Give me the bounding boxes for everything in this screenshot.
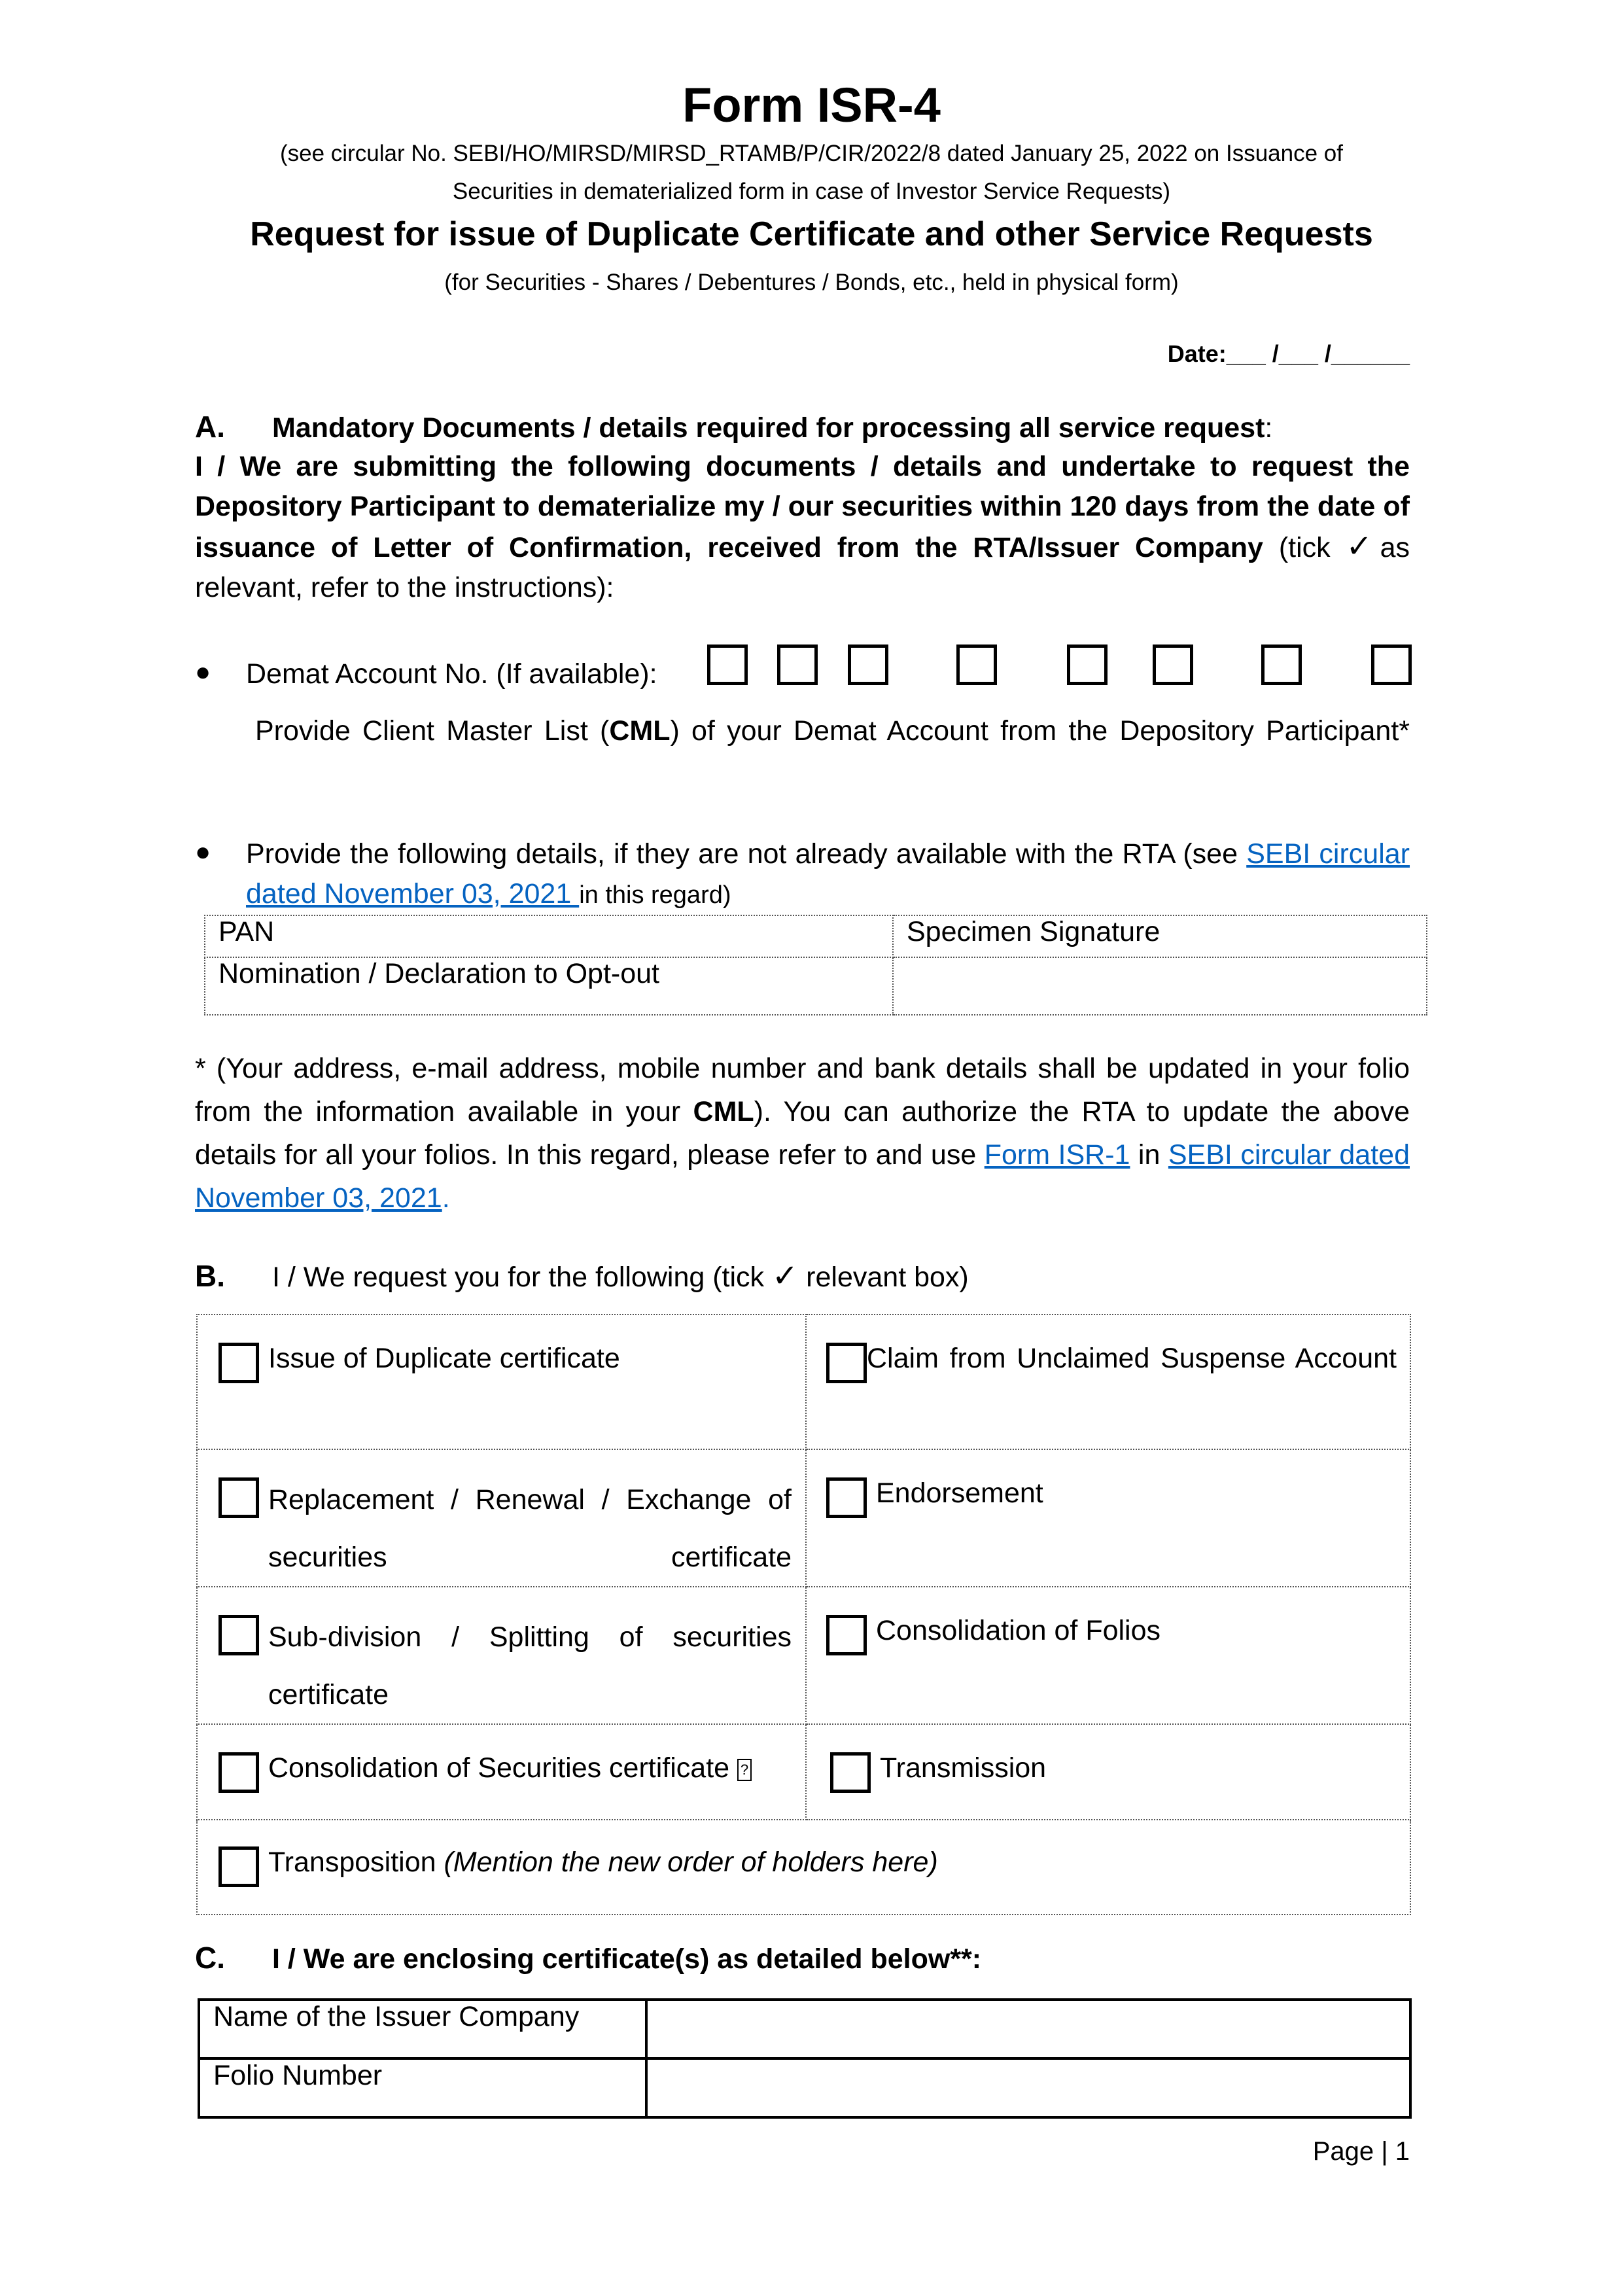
issuer-company-field[interactable] xyxy=(646,2000,1410,2058)
checkmark-icon: ✓ xyxy=(1346,529,1380,564)
date-field[interactable]: Date:___ /___ /______ xyxy=(1167,340,1410,367)
demat-digit-box[interactable] xyxy=(1371,645,1412,685)
details-table xyxy=(204,915,1427,1016)
checkbox[interactable] xyxy=(218,1752,259,1793)
demat-digit-box[interactable] xyxy=(777,645,818,685)
section-b-letter: B. xyxy=(195,1259,225,1293)
service-request-table xyxy=(196,1314,1411,1915)
service-row xyxy=(197,1724,1410,1820)
folio-number-label: Folio Number xyxy=(199,2058,646,2117)
pan-cell[interactable]: PAN xyxy=(205,915,893,957)
option-label: Transmission xyxy=(880,1752,1047,1784)
form-subnote: (for Securities - Shares / Debentures / Bonds, etc., held in physical form) xyxy=(444,270,1179,295)
section-a-title: Mandatory Documents / details required for processing all service request xyxy=(272,412,1265,444)
option-endorsement[interactable] xyxy=(806,1449,1410,1587)
cml-suffix: ) of your Demat Account from the Depository Participant* xyxy=(670,715,1410,747)
checkbox[interactable] xyxy=(826,1615,867,1655)
checkbox[interactable] xyxy=(826,1477,867,1518)
option-subdivision[interactable] xyxy=(197,1587,806,1724)
form-isr1-link[interactable]: Form ISR-1 xyxy=(984,1139,1130,1171)
form-title: Form ISR-4 xyxy=(682,78,941,132)
issuer-company-label: Name of the Issuer Company xyxy=(199,2000,646,2058)
footnote-text-mid: ). You can authorize the RTA to update the above details for all your folios. In this regard, please refer to and use xyxy=(195,1096,1410,1171)
option-consolidation-folios[interactable] xyxy=(806,1587,1410,1724)
demat-digit-box[interactable] xyxy=(956,645,997,685)
service-row xyxy=(197,1820,1410,1915)
cml-abbrev: CML xyxy=(609,715,671,747)
section-c-heading xyxy=(195,1938,1410,1979)
option-label: Endorsement xyxy=(876,1477,1043,1509)
section-b-suffix: relevant box) xyxy=(798,1262,969,1293)
service-row xyxy=(197,1449,1410,1587)
empty-cell[interactable] xyxy=(893,957,1427,1015)
option-label: Claim from Unclaimed Suspense Account xyxy=(867,1343,1397,1374)
demat-digit-box[interactable] xyxy=(1153,645,1193,685)
certificate-row xyxy=(199,2058,1410,2117)
checkbox[interactable] xyxy=(218,1477,259,1518)
checkbox[interactable] xyxy=(218,1615,259,1655)
option-label: Transposition xyxy=(268,1846,444,1878)
section-b-text: I / We request you for the following (tick xyxy=(272,1262,772,1293)
tick-instruction-prefix: (tick xyxy=(1263,532,1346,563)
bullet-icon: ● xyxy=(195,658,211,686)
details-table-row xyxy=(205,957,1427,1015)
option-claim-unclaimed[interactable] xyxy=(806,1315,1410,1449)
circular-reference-line-2: Securities in dematerialized form in case of Investor Service Requests) xyxy=(452,179,1171,204)
checkbox[interactable] xyxy=(826,1343,867,1383)
unknown-glyph-icon: ? xyxy=(737,1759,752,1781)
folio-number-field[interactable] xyxy=(646,2058,1410,2117)
form-subtitle: Request for issue of Duplicate Certificate and other Service Requests xyxy=(250,215,1373,253)
checkbox[interactable] xyxy=(830,1752,871,1793)
footnote-paragraph xyxy=(195,1047,1410,1220)
cml-prefix: Provide Client Master List ( xyxy=(255,715,610,747)
circular-reference-line-1: (see circular No. SEBI/HO/MIRSD/MIRSD_RTAMB/P/CIR/2022/8 dated January 25, 2022 on Issuance of xyxy=(280,141,1343,166)
service-row xyxy=(197,1587,1410,1724)
details-table-row xyxy=(205,915,1427,957)
option-label: Issue of Duplicate certificate xyxy=(268,1343,620,1374)
certificate-table xyxy=(198,1998,1412,2119)
tick-instruction-suffix: as relevant, refer to the instructions): xyxy=(195,532,1410,603)
checkmark-icon: ✓ xyxy=(772,1259,799,1294)
demat-digit-box[interactable] xyxy=(1067,645,1108,685)
specimen-signature-cell[interactable]: Specimen Signature xyxy=(893,915,1427,957)
section-a-colon: : xyxy=(1265,412,1273,444)
sebi-circular-link-2[interactable]: SEBI circular dated November 03, 2021 xyxy=(195,1139,1410,1214)
section-b-heading xyxy=(195,1256,1410,1298)
page-number: Page | 1 xyxy=(1312,2137,1410,2166)
option-label: Sub-division / Splitting of securities certificate xyxy=(268,1621,792,1710)
sebi-circular-link[interactable]: SEBI circular dated November 03, 2021 xyxy=(246,838,1410,910)
section-c-letter: C. xyxy=(195,1941,225,1975)
option-label: Consolidation of Securities certificate xyxy=(268,1752,730,1784)
option-replacement[interactable] xyxy=(197,1449,806,1587)
checkbox[interactable] xyxy=(218,1846,259,1887)
option-label: Consolidation of Folios xyxy=(876,1615,1161,1646)
option-consolidation-securities[interactable] xyxy=(197,1724,806,1820)
section-a-intro-text: I / We are submitting the following documents / details and undertake to request the Depository Participant to dematerialize my / our securities within 120 days from the date of issuance of Letter of Confirmation, received from the RTA/Issuer Company xyxy=(195,451,1410,563)
certificate-row xyxy=(199,2000,1410,2058)
option-issue-duplicate[interactable] xyxy=(197,1315,806,1449)
details-text: Provide the following details, if they are not already available with the RTA (see xyxy=(246,838,1247,870)
option-transmission[interactable] xyxy=(806,1724,1410,1820)
demat-digit-box[interactable] xyxy=(707,645,748,685)
footnote-in: in xyxy=(1130,1139,1168,1171)
section-a-heading xyxy=(195,407,1410,448)
service-row xyxy=(197,1315,1410,1449)
option-note: (Mention the new order of holders here) xyxy=(444,1846,938,1878)
details-instruction xyxy=(246,834,1410,915)
footnote-end: . xyxy=(442,1182,450,1214)
bullet-icon: ● xyxy=(195,838,211,866)
section-a-letter: A. xyxy=(195,410,225,444)
footnote-cml: CML xyxy=(693,1096,754,1127)
cml-instruction xyxy=(255,711,1410,751)
demat-digit-box[interactable] xyxy=(848,645,888,685)
option-transposition[interactable] xyxy=(197,1820,1410,1915)
checkbox[interactable] xyxy=(218,1343,259,1383)
details-suffix: in this regard) xyxy=(579,881,731,909)
demat-account-label: Demat Account No. (If available): xyxy=(246,658,657,690)
nomination-cell[interactable]: Nomination / Declaration to Opt-out xyxy=(205,957,893,1015)
demat-digit-box[interactable] xyxy=(1261,645,1302,685)
section-a-intro xyxy=(195,447,1410,608)
footnote-text: * (Your address, e-mail address, mobile number and bank details shall be updated in your folio from the information available in your xyxy=(195,1053,1410,1127)
section-c-title: I / We are enclosing certificate(s) as detailed below**: xyxy=(272,1943,982,1975)
option-label: Replacement / Renewal / Exchange of securities certificate xyxy=(268,1484,792,1573)
